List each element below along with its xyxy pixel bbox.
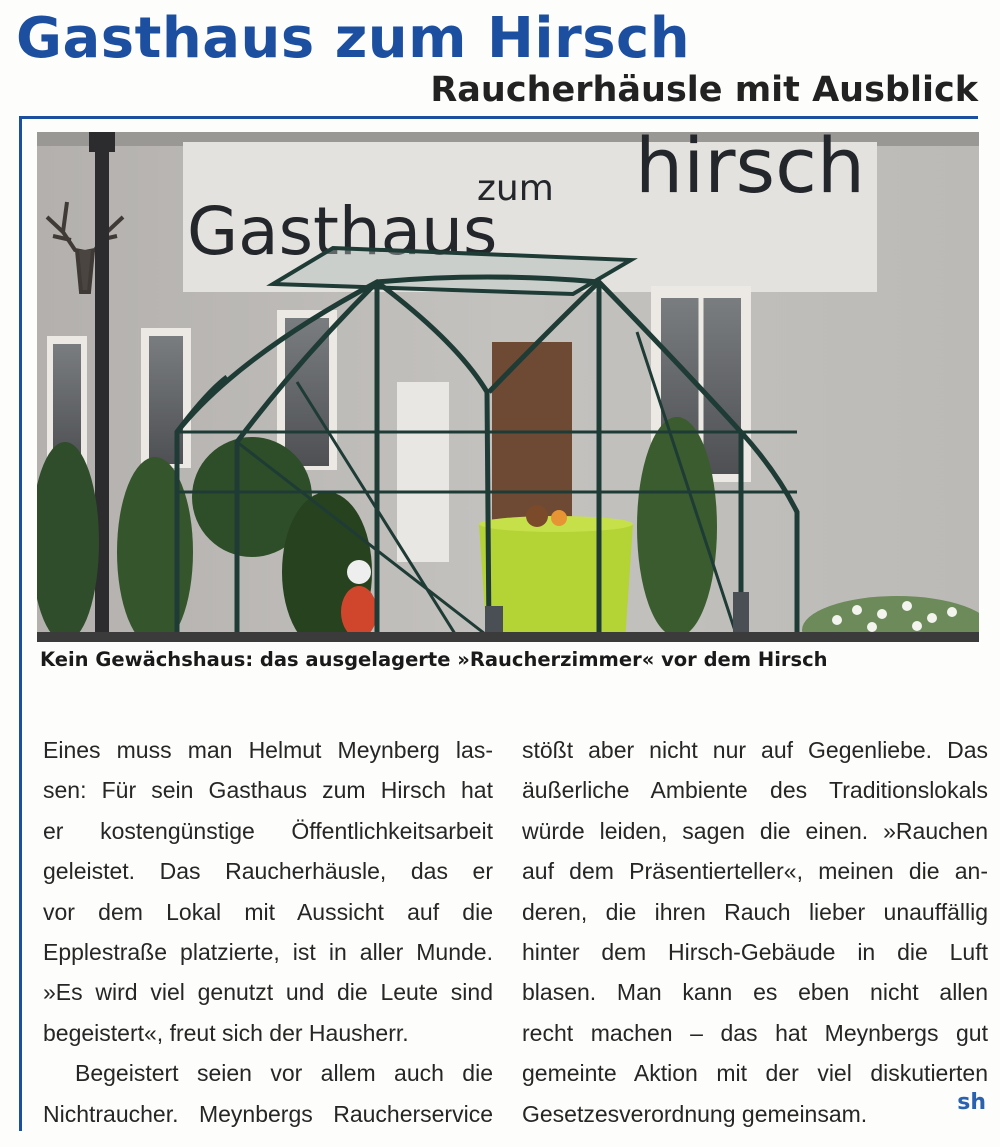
article-subheadline: Raucherhäusle mit Ausblick (430, 70, 978, 110)
sign-word-zum: zum (477, 168, 554, 209)
body-line: Eines muss man Helmut Meynberg las- (43, 737, 493, 763)
body-line: sen: Für sein Gasthaus zum Hirsch hat (43, 777, 493, 804)
body-line: auf dem Präsentierteller«, meinen die an- (522, 858, 988, 885)
photo-caption: Kein Gewächshaus: das ausgelagerte »Raucherzimmer« vor dem Hirsch (40, 648, 828, 671)
article-headline: Gasthaus zum Hirsch (16, 6, 691, 71)
body-line: vor dem Lokal mit Aussicht auf die (43, 898, 493, 925)
body-line: gemeinte Aktion mit der viel diskutierten (522, 1060, 988, 1087)
body-line: deren, die ihren Rauch lieber unauffällig (522, 898, 988, 925)
body-line: würde leiden, sagen die einen. »Rauchen (522, 817, 988, 844)
body-line: blasen. Man kann es eben nicht allen (522, 979, 988, 1006)
body-column-right (522, 730, 988, 1134)
body-line: geleistet. Das Raucherhäusle, das er (43, 858, 493, 885)
body-line: hinter dem Hirsch-Gebäude in die Luft (522, 939, 988, 966)
body-line: äußerliche Ambiente des Traditionslokals (522, 777, 988, 804)
body-line: Nichtraucher. Meynbergs Raucherservice (43, 1100, 493, 1127)
body-line: Gesetzesverordnung gemeinsam. (522, 1100, 868, 1127)
sign-word-hirsch: hirsch (635, 132, 866, 210)
body-line: begeistert«, freut sich der Hausherr. (43, 1019, 409, 1046)
body-line: Epplestraße platzierte, ist in aller Munde. (43, 939, 493, 966)
body-line: »Es wird viel genutzt und die Leute sind (43, 979, 493, 1006)
frame-rule-top (19, 116, 978, 119)
body-line: er kostengünstige Öffentlichkeitsarbeit (43, 817, 493, 844)
body-column-left (43, 730, 493, 1134)
sign-word-gasthaus: Gasthaus (187, 193, 498, 270)
article-photo (37, 132, 979, 642)
author-signoff: sh (957, 1090, 986, 1115)
body-line: Begeistert seien vor allem auch die (75, 1060, 493, 1087)
frame-rule-left (19, 116, 22, 1131)
body-line: recht machen – das hat Meynbergs gut (522, 1019, 988, 1046)
body-line: stößt aber nicht nur auf Gegenliebe. Das (522, 737, 988, 763)
